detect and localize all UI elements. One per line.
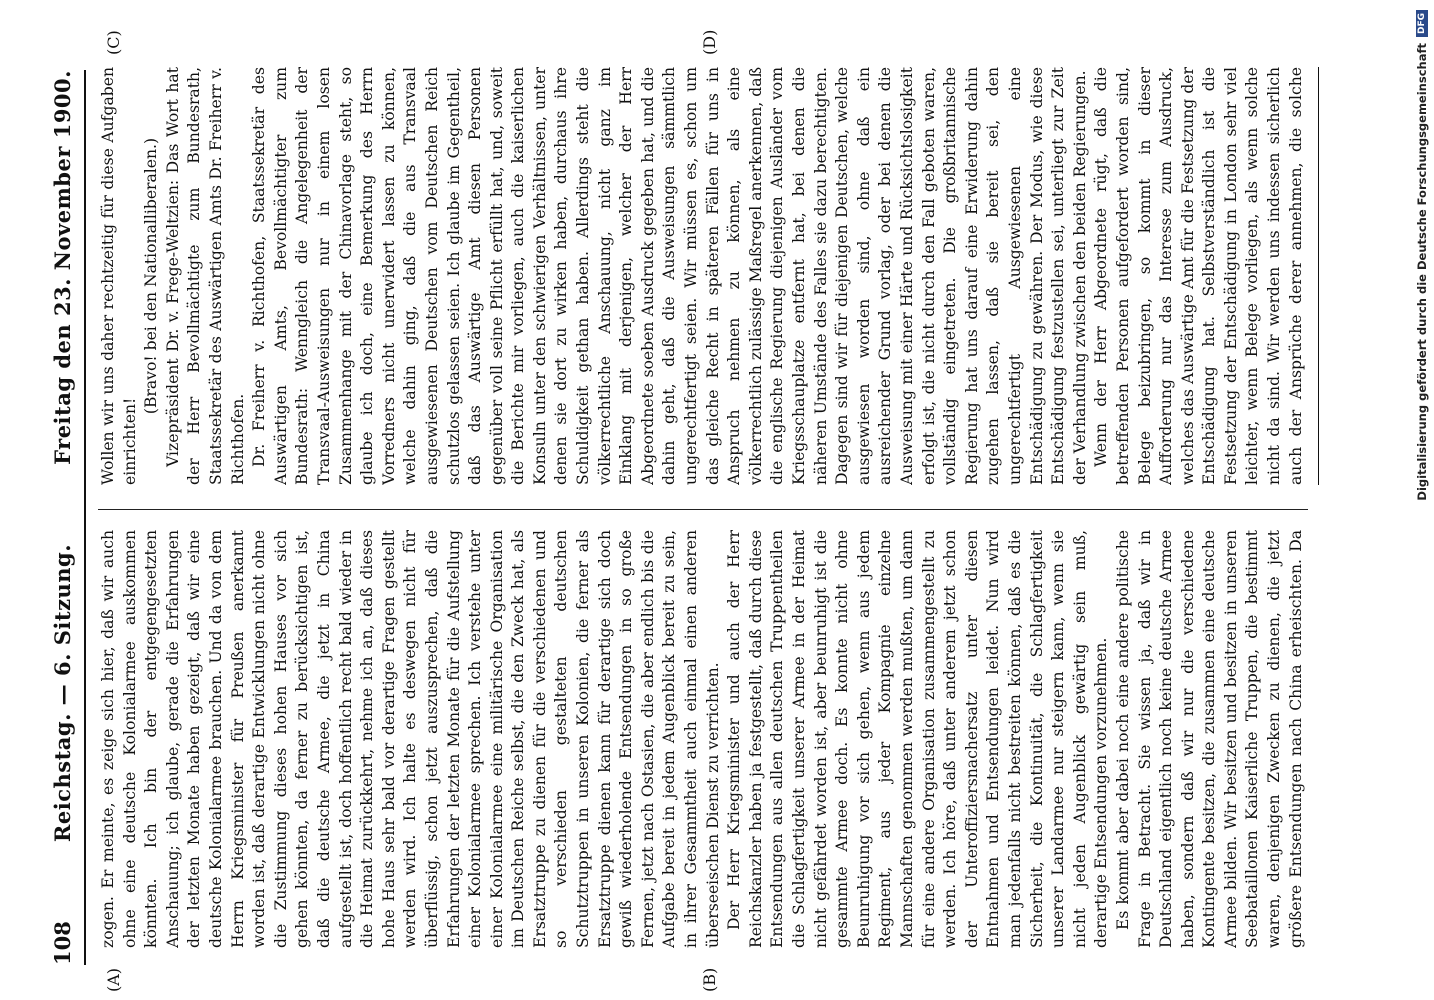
- digitization-credit: [1410, 0, 1434, 1000]
- session-title: Reichstag. — 6. Sitzung.: [49, 543, 75, 843]
- margin-marker-c: (C): [104, 30, 123, 55]
- credit-text-row: [1410, 0, 1434, 1000]
- credit-text: Digitalisierung gefördert durch die Deutsche Forschungsgemeinschaft: [1415, 43, 1429, 501]
- column-divider: [98, 509, 1308, 510]
- paragraph: Dr. Freiherr v. Richthofen, Staatssekretär des Auswärtigen Amts, Bevollmächtigter zum Bundesrath: Wenngleich die Angelegenheit der Transvaal-Ausweisungen nur in einem losen Zusammenhange mit der Chinavorlage steht, so glaube ich doch, eine Bemerkung des Herrn Vorredners nicht unerwidert lassen zu können, welche dahin ging, daß die aus Transvaal ausgewiesenen Deutschen vom Deutschen Reich schutzlos gelassen seien. Ich glaube im Gegentheil, daß das Auswärtige Amt diesen Personen gegenüber voll seine Pflicht erfüllt hat, und, soweit die Berichte mir vorliegen, auch die kaiserlichen Konsuln unter den schwierigen Verhältnissen, unter denen sie dort zu wirken haben, durchaus ihre Schuldigkeit gethan haben. Allerdings steht die völkerrechtliche Anschauung, nicht ganz im Einklang mit derjenigen, welcher der Herr Abgeordnete soeben Ausdruck gegeben hat, und die dahin geht, daß die Ausweisungen sämmtlich ungerechtfertigt seien. Wir müssen es, schon um das gleiche Recht in späteren Fällen für uns in Anspruch nehmen zu können, als eine völkerrechtlich zulässige Maßregel anerkennen, daß die englische Regierung diejenigen Ausländer vom Kriegsschauplatze entfernt hat, bei denen die näheren Umstände des Falles sie dazu berechtigten. Dagegen sind wir für diejenigen Deutschen, welche ausgewiesen worden sind, ohne daß ein ausreichender Grund vorlag, oder bei denen die Ausweisung mit einer Härte und Rücksichtslosigkeit erfolgt ist, die nicht durch den Fall geboten waren, vollständig eingetreten. Die großbritannische Regierung hat uns darauf eine Erwiderung dahin zugehen lassen, daß sie bereit sei, den ungerechtfertigt Ausgewiesenen eine Entschädigung zu gewähren. Der Modus, wie diese Entschädigung festzustellen sei, unterliegt zur Zeit der Verhandlung zwischen den beiden Regierungen.: [250, 67, 1089, 485]
- paragraph: Es kommt aber dabei noch eine andere politische Frage in Betracht. Sie wissen ja, daß wir in Deutschland eigentlich noch keine deutsche Armee haben, sondern daß wir nur die verschiedene Kontingente besitzen, die zusammen eine deutsche Armee bilden. Wir besitzen und besitzen in unseren Seebataillonen Kaiserliche Truppen, die bestimmt waren, denjenigen Zwecken zu dienen, die jetzt größere Entsendungen nach China erheischten. Da: [1113, 530, 1305, 948]
- paragraph: Wollen wir uns daher rechtzeitig für diese Aufgaben einrichten!: [99, 67, 139, 485]
- paragraph: Der Herr Kriegsminister und auch der Herr Reichskanzler haben ja festgestellt, daß durch diese Entsendungen aus allen deutschen Truppentheilen die Schlagfertigkeit unserer Armee in der Heimat nicht gefährdet worden ist, aber beunruhigt ist die gesammte Armee doch. Es konnte nicht ohne Beunruhigung vor sich gehen, wenn aus jedem Regiment, aus jeder Kompagnie einzelne Mannschaften genommen werden mußten, um dann für eine andere Organisation zusammengestellt zu werden. Ich höre, daß unter anderem jetzt schon der Unteroffiziersnachersatz unter diesen Entnahmen und Entsendungen leidet. Nun wird man jedenfalls nicht bestreiten können, daß es die Sicherheit, die Kontinuität, die Schlagfertigkeit unserer Landarmee nur steigern kann, wenn sie nicht jeden Augenblick gewärtig sein muß, derartige Entsendungen vorzunehmen.: [725, 530, 1111, 948]
- session-date: Freitag den 23. November 1900.: [49, 70, 75, 465]
- page-header: [40, 70, 86, 965]
- right-column: [98, 67, 1308, 485]
- paragraph: Wenn der Herr Abgeordnete rügt, daß die betreffenden Personen aufgefordert worden sind, Belege beizubringen, so kommt in dieser Aufforderung nur das Interesse zum Ausdruck, welches das Auswärtige Amt für die Festsetzung der Entschädigung hat. Selbstverständlich ist die Festsetzung der Entschädigung in London sehr viel leichter, wenn Belege vorliegen, als wenn solche nicht da sind. Wir werden uns indessen sicherlich auch der Ansprüche derer annehmen, die solche: [1092, 67, 1305, 485]
- paragraph: Vizepräsident Dr. v. Frege-Weltzien: Das Wort hat der Herr Bevollmächtigte zum Bundesrath, Staatssekretär des Auswärtigen Amts Dr. Freiherr v. Richthofen.: [163, 67, 247, 485]
- paragraph: zogen. Er meinte, es zeige sich hier, daß wir auch ohne eine deutsche Kolonialarmee auskommen könnten. Ich bin der entgegengesetzten Anschauung; ich glaube, gerade die Erfahrungen der letzten Monate haben gezeigt, daß wir eine deutsche Kolonialarmee brauchen. Und da von dem Herrn Kriegsminister für Preußen anerkannt worden ist, daß derartige Entwicklungen nicht ohne die Zustimmung dieses hohen Hauses vor sich gehen könnten, da ferner zu berücksichtigen ist, daß die deutsche Armee, die jetzt in China aufgestellt ist, doch hoffentlich recht bald wieder in die Heimat zurückkehrt, nehme ich an, daß dieses hohe Haus sehr bald vor derartige Fragen gestellt werden wird. Ich halte es deswegen nicht für überflüssig, schon jetzt auszusprechen, daß die Erfahrungen der letzten Monate für die Aufstellung einer Kolonialarmee sprechen. Ich verstehe unter einer Kolonialarmee eine militärische Organisation im Deutschen Reiche selbst, die den Zweck hat, als Ersatztruppe zu dienen für die verschiedenen und so verschieden gestalteten deutschen Schutztruppen in unseren Kolonien, die ferner als Ersatztruppe dienen kann für derartige sich doch gewiß wiederholende Entsendungen in so große Fernen, jetzt nach Ostasien, die aber endlich bis die Aufgabe bereit in jedem Augenblick bereit zu sein, in ihrer Gesammtheit auch einmal einen anderen überseeischen Dienst zu verrichten.: [99, 530, 722, 948]
- margin-marker-a: (A): [104, 967, 123, 992]
- margin-marker-d: (D): [700, 29, 719, 55]
- interjection: (Bravo! bei den Nationalliberalen.): [142, 137, 161, 415]
- left-column: [98, 530, 1308, 948]
- margin-marker-b: (B): [700, 967, 719, 992]
- page-number: 108: [49, 921, 75, 965]
- dfg-logo: DFG: [1416, 10, 1428, 37]
- column-end-rule: [1318, 67, 1319, 485]
